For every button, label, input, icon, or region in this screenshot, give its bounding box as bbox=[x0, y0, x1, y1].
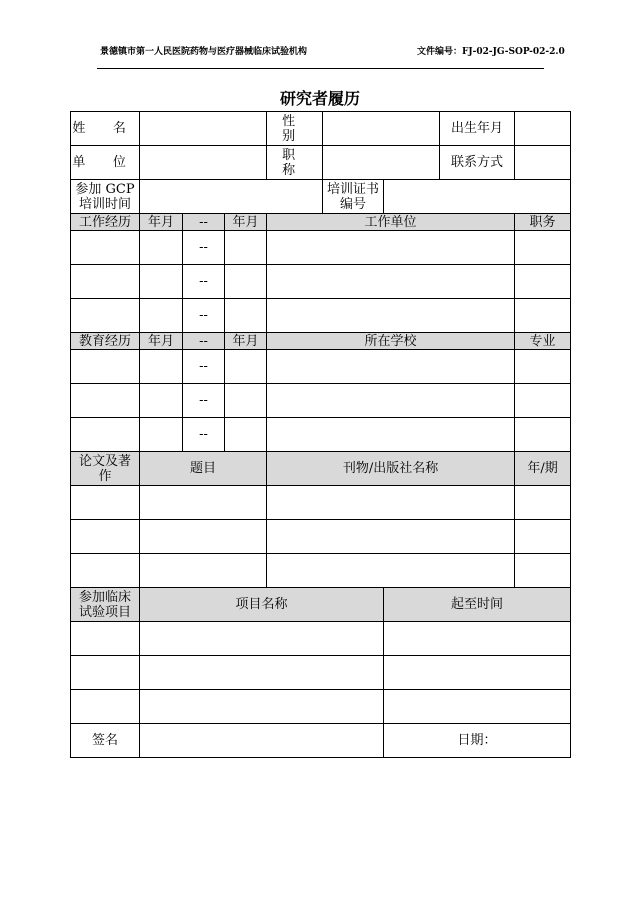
cert-number-field[interactable] bbox=[384, 180, 571, 214]
edu-from-cell[interactable] bbox=[140, 384, 183, 418]
trial-index-cell[interactable] bbox=[71, 622, 140, 656]
signature-label: 签名 bbox=[71, 724, 140, 758]
work-col-unit: 工作单位 bbox=[267, 214, 515, 231]
edu-period-cell[interactable] bbox=[71, 350, 140, 384]
papers-col-journal: 刊物/出版社名称 bbox=[267, 452, 515, 486]
papers-header-row bbox=[71, 452, 571, 486]
education-row bbox=[71, 350, 571, 384]
trials-col-period: 起至时间 bbox=[384, 588, 571, 622]
work-title-cell[interactable] bbox=[515, 231, 571, 265]
gcp-training-field[interactable] bbox=[140, 180, 323, 214]
signature-row bbox=[71, 724, 571, 758]
contact-field[interactable] bbox=[515, 146, 571, 180]
paper-issue-cell[interactable] bbox=[515, 520, 571, 554]
paper-journal-cell[interactable] bbox=[267, 520, 515, 554]
trial-project-cell[interactable] bbox=[140, 690, 384, 724]
work-from-cell[interactable] bbox=[140, 265, 183, 299]
education-col-to: 年月 bbox=[225, 333, 267, 350]
edu-major-cell[interactable] bbox=[515, 418, 571, 452]
edu-to-cell[interactable] bbox=[225, 418, 267, 452]
work-to-cell[interactable] bbox=[225, 231, 267, 265]
birth-label: 出生年月 bbox=[440, 112, 515, 146]
work-title-cell[interactable] bbox=[515, 299, 571, 333]
trials-col-project: 项目名称 bbox=[140, 588, 384, 622]
edu-from-cell[interactable] bbox=[140, 350, 183, 384]
edu-to-cell[interactable] bbox=[225, 384, 267, 418]
paper-journal-cell[interactable] bbox=[267, 486, 515, 520]
position-label: 职 称 bbox=[267, 146, 323, 180]
edu-sep-cell: -- bbox=[183, 350, 225, 384]
work-unit-cell[interactable] bbox=[267, 299, 515, 333]
work-period-cell[interactable] bbox=[71, 265, 140, 299]
work-col-from: 年月 bbox=[140, 214, 183, 231]
edu-sep-cell: -- bbox=[183, 384, 225, 418]
trials-row bbox=[71, 656, 571, 690]
contact-label: 联系方式 bbox=[440, 146, 515, 180]
work-row bbox=[71, 231, 571, 265]
work-unit-cell[interactable] bbox=[267, 265, 515, 299]
trial-index-cell[interactable] bbox=[71, 656, 140, 690]
cert-number-label: 培训证书编号 bbox=[323, 180, 384, 214]
papers-label bbox=[71, 452, 140, 486]
trials-row bbox=[71, 690, 571, 724]
papers-row bbox=[71, 520, 571, 554]
basic-row-2 bbox=[71, 146, 571, 180]
work-from-cell[interactable] bbox=[140, 231, 183, 265]
education-header-row bbox=[71, 333, 571, 350]
header-doc-number: 文件编号：FJ-02-JG-SOP-02-2.0 bbox=[417, 47, 565, 57]
work-header-row bbox=[71, 214, 571, 231]
edu-period-cell[interactable] bbox=[71, 384, 140, 418]
trial-index-cell[interactable] bbox=[71, 690, 140, 724]
papers-label-line2: 作 bbox=[98, 468, 112, 484]
education-col-major: 专业 bbox=[515, 333, 571, 350]
trials-row bbox=[71, 622, 571, 656]
work-sep-cell: -- bbox=[183, 265, 225, 299]
education-col-sep: -- bbox=[183, 333, 225, 350]
edu-from-cell[interactable] bbox=[140, 418, 183, 452]
trials-label bbox=[71, 588, 140, 622]
papers-label-line1: 论文及著 bbox=[78, 453, 131, 469]
birth-field[interactable] bbox=[515, 112, 571, 146]
edu-to-cell[interactable] bbox=[225, 350, 267, 384]
education-label: 教育经历 bbox=[71, 333, 140, 350]
paper-index-cell[interactable] bbox=[71, 520, 140, 554]
education-col-from: 年月 bbox=[140, 333, 183, 350]
work-to-cell[interactable] bbox=[225, 299, 267, 333]
work-col-sep: -- bbox=[183, 214, 225, 231]
paper-title-cell[interactable] bbox=[140, 520, 267, 554]
trial-project-cell[interactable] bbox=[140, 656, 384, 690]
work-col-to: 年月 bbox=[225, 214, 267, 231]
papers-col-title: 题目 bbox=[140, 452, 267, 486]
work-row bbox=[71, 265, 571, 299]
edu-sep-cell: -- bbox=[183, 418, 225, 452]
edu-school-cell[interactable] bbox=[267, 418, 515, 452]
edu-major-cell[interactable] bbox=[515, 350, 571, 384]
work-title-cell[interactable] bbox=[515, 265, 571, 299]
name-label: 姓 名 bbox=[71, 112, 140, 146]
header-divider bbox=[97, 68, 544, 69]
edu-school-cell[interactable] bbox=[267, 384, 515, 418]
edu-major-cell[interactable] bbox=[515, 384, 571, 418]
date-field[interactable]: 日期： bbox=[384, 724, 571, 758]
trial-project-cell[interactable] bbox=[140, 622, 384, 656]
education-row bbox=[71, 384, 571, 418]
gender-field[interactable] bbox=[323, 112, 440, 146]
name-field[interactable] bbox=[140, 112, 267, 146]
header-institution: 景德镇市第一人民医院药物与医疗器械临床试验机构 bbox=[100, 47, 308, 57]
basic-row-1 bbox=[71, 112, 571, 146]
gcp-label-line2: 培训时间 bbox=[78, 196, 131, 212]
edu-period-cell[interactable] bbox=[71, 418, 140, 452]
work-period-cell[interactable] bbox=[71, 299, 140, 333]
work-label: 工作经历 bbox=[71, 214, 140, 231]
gender-label: 性 别 bbox=[267, 112, 323, 146]
trial-period-cell[interactable] bbox=[384, 656, 571, 690]
paper-title-cell[interactable] bbox=[140, 486, 267, 520]
work-row bbox=[71, 299, 571, 333]
work-sep-cell: -- bbox=[183, 299, 225, 333]
paper-issue-cell[interactable] bbox=[515, 554, 571, 588]
unit-field[interactable] bbox=[140, 146, 267, 180]
gcp-label-line1: 参加 GCP bbox=[75, 181, 135, 197]
work-unit-cell[interactable] bbox=[267, 231, 515, 265]
work-col-title: 职务 bbox=[515, 214, 571, 231]
paper-issue-cell[interactable] bbox=[515, 486, 571, 520]
basic-row-3 bbox=[71, 180, 571, 214]
education-col-school: 所在学校 bbox=[267, 333, 515, 350]
papers-row bbox=[71, 486, 571, 520]
paper-index-cell[interactable] bbox=[71, 554, 140, 588]
paper-index-cell[interactable] bbox=[71, 486, 140, 520]
education-row bbox=[71, 418, 571, 452]
papers-col-issue: 年/期 bbox=[515, 452, 571, 486]
edu-school-cell[interactable] bbox=[267, 350, 515, 384]
unit-label: 单 位 bbox=[71, 146, 140, 180]
work-sep-cell: -- bbox=[183, 231, 225, 265]
trials-label-line1: 参加临床 bbox=[78, 589, 131, 605]
resume-form-table bbox=[70, 111, 571, 758]
paper-title-cell[interactable] bbox=[140, 554, 267, 588]
gcp-training-label bbox=[71, 180, 140, 214]
work-to-cell[interactable] bbox=[225, 265, 267, 299]
work-from-cell[interactable] bbox=[140, 299, 183, 333]
position-field[interactable] bbox=[323, 146, 440, 180]
trials-label-line2: 试验项目 bbox=[78, 604, 131, 620]
trial-period-cell[interactable] bbox=[384, 690, 571, 724]
trials-header-row bbox=[71, 588, 571, 622]
form-title: 研究者履历 bbox=[279, 89, 360, 108]
paper-journal-cell[interactable] bbox=[267, 554, 515, 588]
papers-row bbox=[71, 554, 571, 588]
work-period-cell[interactable] bbox=[71, 231, 140, 265]
trial-period-cell[interactable] bbox=[384, 622, 571, 656]
signature-field[interactable] bbox=[140, 724, 384, 758]
